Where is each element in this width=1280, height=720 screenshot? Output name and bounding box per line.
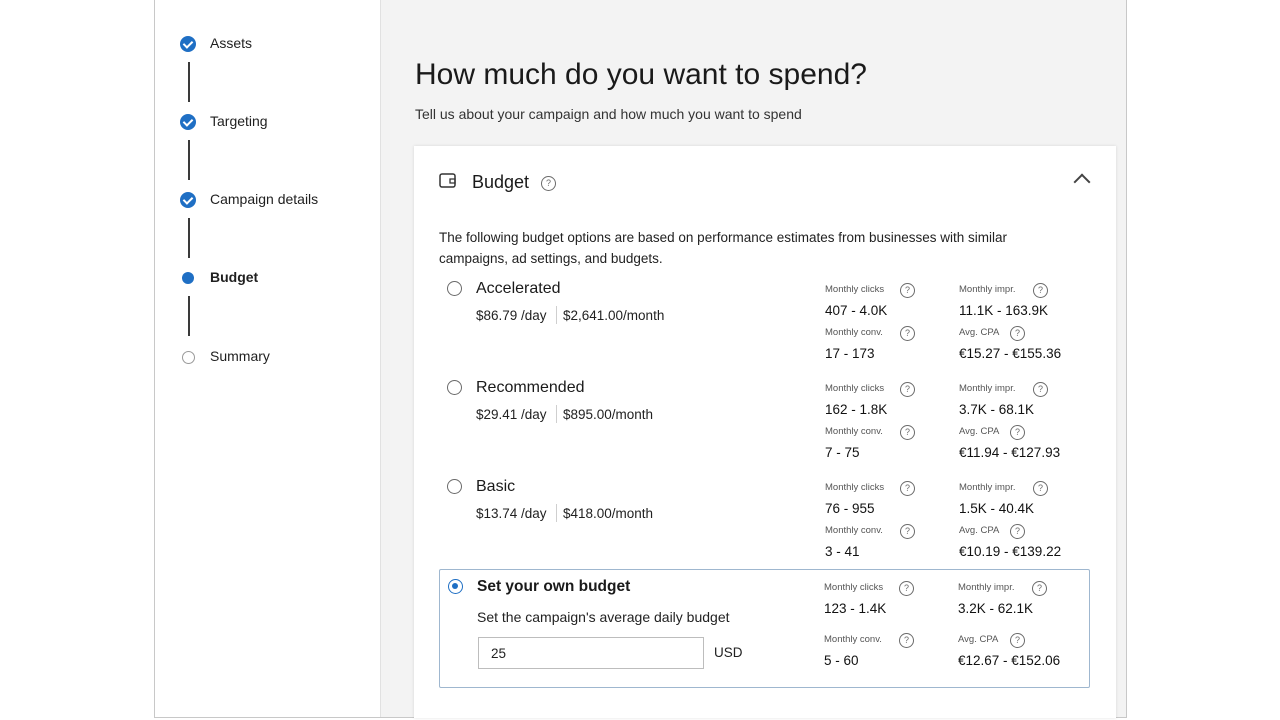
metric-label: Monthly clicks — [825, 383, 885, 394]
metric-value: €15.27 - €155.36 — [959, 346, 1062, 361]
price-divider — [556, 306, 557, 324]
metric-label: Avg. CPA — [959, 327, 1000, 338]
metric-value: 3 - 41 — [825, 544, 860, 559]
price-divider — [556, 504, 557, 522]
option-monthly: $895.00/month — [563, 407, 654, 422]
question-circle-icon[interactable]: ? — [1010, 326, 1025, 341]
own-budget-sublabel: Set the campaign's average daily budget — [477, 609, 730, 625]
metric-label: Monthly clicks — [824, 582, 884, 593]
question-circle-icon[interactable]: ? — [899, 581, 914, 596]
metric-label: Monthly impr. — [959, 284, 1016, 295]
metric-value: 3.2K - 62.1K — [958, 601, 1034, 616]
metric-label: Monthly clicks — [825, 284, 885, 295]
budget-help-icon[interactable]: ? — [541, 176, 556, 191]
option-name-basic: Basic — [476, 478, 516, 495]
metric-value: 76 - 955 — [825, 501, 875, 516]
metric-value: 123 - 1.4K — [824, 601, 887, 616]
metric-value: 1.5K - 40.4K — [959, 501, 1035, 516]
metric-label: Monthly conv. — [825, 525, 883, 536]
option-monthly: $2,641.00/month — [563, 308, 665, 323]
question-circle-icon[interactable]: ? — [900, 326, 915, 341]
option-daily: $86.79 /day — [476, 308, 547, 323]
budget-description: The following budget options are based on performance estimates from businesses with similar campaigns, ad settings, and budgets. — [439, 230, 1008, 266]
option-daily: $13.74 /day — [476, 506, 547, 521]
wallet-icon — [439, 172, 456, 189]
daily-budget-input[interactable] — [478, 637, 704, 669]
option-monthly: $418.00/month — [563, 506, 654, 521]
step-connector — [188, 296, 190, 336]
metric-label: Avg. CPA — [959, 525, 1000, 536]
metric-label: Avg. CPA — [958, 634, 999, 645]
metric-value: €11.94 - €127.93 — [959, 445, 1061, 460]
question-circle-icon[interactable]: ? — [900, 481, 915, 496]
question-circle-icon[interactable]: ? — [900, 425, 915, 440]
page-title: How much do you want to spend? — [415, 58, 867, 91]
question-circle-icon[interactable]: ? — [1033, 283, 1048, 298]
step-connector — [188, 140, 190, 180]
option-name-accelerated: Accelerated — [476, 280, 561, 297]
question-circle-icon[interactable]: ? — [1010, 425, 1025, 440]
metric-label: Monthly conv. — [824, 634, 882, 645]
question-circle-icon[interactable]: ? — [900, 283, 915, 298]
check-circle-icon — [180, 192, 196, 208]
metric-value: 407 - 4.0K — [825, 303, 888, 318]
metric-label: Monthly conv. — [825, 327, 883, 338]
metric-label: Monthly impr. — [959, 482, 1016, 493]
price-divider — [556, 405, 557, 423]
metric-label: Monthly impr. — [959, 383, 1016, 394]
check-circle-icon — [180, 36, 196, 52]
metric-value: €10.19 - €139.22 — [959, 544, 1062, 559]
empty-circle-icon — [182, 351, 195, 364]
step-label: Campaign details — [210, 191, 319, 207]
metric-label: Monthly conv. — [825, 426, 883, 437]
currency-unit: USD — [714, 645, 743, 660]
option-daily: $29.41 /day — [476, 407, 547, 422]
radio-accelerated[interactable] — [447, 281, 462, 296]
metric-value: €12.67 - €152.06 — [958, 653, 1061, 668]
option-name-recommended: Recommended — [476, 379, 585, 396]
step-label: Summary — [210, 348, 270, 364]
step-connector — [188, 218, 190, 258]
metric-value: 162 - 1.8K — [825, 402, 888, 417]
step-label: Targeting — [210, 113, 268, 129]
question-circle-icon[interactable]: ? — [1033, 382, 1048, 397]
metric-value: 5 - 60 — [824, 653, 859, 668]
metric-value: 17 - 173 — [825, 346, 875, 361]
metric-value: 3.7K - 68.1K — [959, 402, 1035, 417]
step-connector — [188, 62, 190, 102]
question-circle-icon[interactable]: ? — [899, 633, 914, 648]
radio-recommended[interactable] — [447, 380, 462, 395]
question-circle-icon[interactable]: ? — [1032, 581, 1047, 596]
metric-label: Monthly clicks — [825, 482, 885, 493]
step-label: Assets — [210, 35, 253, 51]
metric-value: 11.1K - 163.9K — [959, 303, 1049, 318]
metric-label: Avg. CPA — [959, 426, 1000, 437]
question-circle-icon[interactable]: ? — [1033, 481, 1048, 496]
question-circle-icon[interactable]: ? — [900, 382, 915, 397]
option-name-own-budget: Set your own budget — [477, 578, 631, 595]
radio-basic[interactable] — [447, 479, 462, 494]
page-subtitle: Tell us about your campaign and how much you want to spend — [415, 106, 802, 122]
question-circle-icon[interactable]: ? — [1010, 524, 1025, 539]
check-circle-icon — [180, 114, 196, 130]
current-step-dot-icon — [182, 272, 194, 284]
question-circle-icon[interactable]: ? — [900, 524, 915, 539]
budget-card-title: Budget — [472, 172, 530, 192]
metric-label: Monthly impr. — [958, 582, 1015, 593]
radio-own-budget[interactable] — [448, 579, 463, 594]
question-circle-icon[interactable]: ? — [1010, 633, 1025, 648]
metric-value: 7 - 75 — [825, 445, 860, 460]
step-label: Budget — [210, 269, 259, 285]
